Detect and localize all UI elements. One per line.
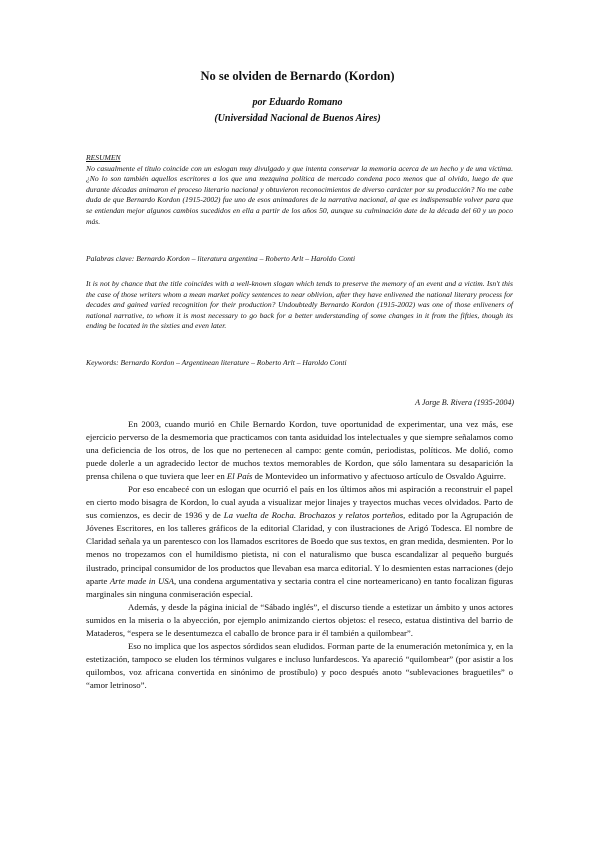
italic-title: La vuelta de Rocha. Brochazos y relatos porteños [223, 510, 404, 521]
italic-title: El País [226, 471, 253, 482]
paragraph-text: En 2003, cuando murió en Chile Bernardo Kordon, tuve oportunidad de experimentar, una vez más, ese ejercicio perverso de la desmemoria que practicamos con tanta asiduidad los intelectuales y que siempre señalamos como una deficiencia de los otros, de los que no pertenecen al campo: gente común, periodistas, políticos. Me dolió, como puede dolerle a un agradecido lector de muchos textos memorables de Kordon, que sólo lamentara su desaparición la prensa chilena o que tuviera que leer en [86, 419, 513, 482]
epigraph-dedication: A Jorge B. Rivera (1935-2004) [415, 398, 514, 407]
paragraph-text: de Montevideo un informativo y afectuoso artículo de Osvaldo Aguirre. [252, 471, 506, 482]
keywords-line: Keywords: Bernardo Kordon – Argentinean literature – Roberto Arlt – Haroldo Conti [86, 358, 347, 367]
resumen-block [86, 153, 513, 227]
paragraph-text: Eso no implica que los aspectos sórdidos sean eludidos. Forman parte de la enumeración metonímica y, en la estetización, tampoco se eluden los términos vulgares e incluso lunfardescos. Ya apareció “quilombear” (por asistir a los quilombos, voz africana convertida en sinónimo de prostíbulo) y poco después anoto “sublevaciones braguetiles” o “amor letrinoso”. [86, 640, 513, 690]
body-paragraph-3 [86, 601, 513, 640]
paragraph-text: Por eso encabecé con un eslogan que ocurrió el país en los últimos años mi aspiración a reconstruir el papel en cierto modo bisagra de Kordon, lo cual ayuda a visualizar mejor linajes y trayectos muchas veces olvidados. Parto de sus comienzos, es decir de 1936 y de [86, 484, 513, 521]
palabras-clave: Palabras clave: Bernardo Kordon – literatura argentina – Roberto Arlt – Haroldo Conti [86, 254, 356, 263]
article-body [86, 418, 513, 692]
resumen-text: No casualmente el título coincide con un eslogan muy divulgado y que intenta conservar la memoria acerca de un hecho y de una víctima. ¿No lo son también aquellos escritores a los que una mezquina política de mercado condena poco menos que al olvido, luego de que durante décadas animaron el proceso literario nacional y obtuvieron reconocimientos de diverso carácter por su producción? No me cabe duda de que Bernardo Kordon (1915-2002) fue uno de esos animadores de la narrativa nacional, al que es indispensable volver para que se entiendan mejor algunos cambios sucedidos en ella a partir de los años 50, aunque su culminación date de la década del 60 y un poco más. [86, 163, 513, 226]
body-paragraph-2 [86, 483, 513, 600]
author-line: por Eduardo Romano [252, 97, 343, 108]
body-paragraph-4 [86, 640, 513, 692]
italic-title: Arte made in USA [109, 575, 175, 586]
paragraph-text: , una condena argumentativa y sectaria contra el cine norteamericano) en tanto focalizan figuras marginales sin ninguna conmiseración especial. [86, 575, 513, 599]
article-title: No se olviden de Bernardo (Kordon) [200, 69, 395, 83]
abstract-english: It is not by chance that the title coincides with a well-known slogan which tends to preserve the memory of an event and a victim. Isn't this the case of those writers whom a mean market policy sentences to near oblivion, after they have enlivened the national literary process for decades and gained varied recognition for their production? Undoubtedly Bernardo Kordon (1915-2002) was one of those enliveners of national narrative, to whom it is most necessary to go back for a better understanding of some changes in it from the fifties, though its ending be located in the sixties and even later. [86, 279, 513, 331]
resumen-label: RESUMEN [86, 153, 121, 162]
paragraph-text: , editado por la Agrupación de Jóvenes Escritores, en los talleres gráficos de la editorial Claridad, y con ilustraciones de Arigó Todesca. El nombre de Claridad señala ya un parentesco con los llamados escritores de Boedo que sus textos, en gran medida, desmienten. Por lo menos no tropezamos con el humildismo pietista, ni con el naturalismo que busca escandalizar al pequeño burgués ilustrado, principal consumidor de los productos que llevaban esa marca editorial. Y lo desmienten estas narraciones (dejo aparte [86, 510, 513, 586]
affiliation-line: (Universidad Nacional de Buenos Aires) [214, 113, 381, 124]
paragraph-text: Además, y desde la página inicial de “Sábado inglés”, el discurso tiende a estetizar un ámbito y unos actores sumidos en la miseria o la abyección, por ejemplo animizando ciertos objetos: el reseco, estatua distintiva del barrio de Mataderos, “espera se le desentumezca el caballo de bronce para ir él también a quilombear”. [86, 601, 513, 638]
body-paragraph-1 [86, 418, 513, 483]
